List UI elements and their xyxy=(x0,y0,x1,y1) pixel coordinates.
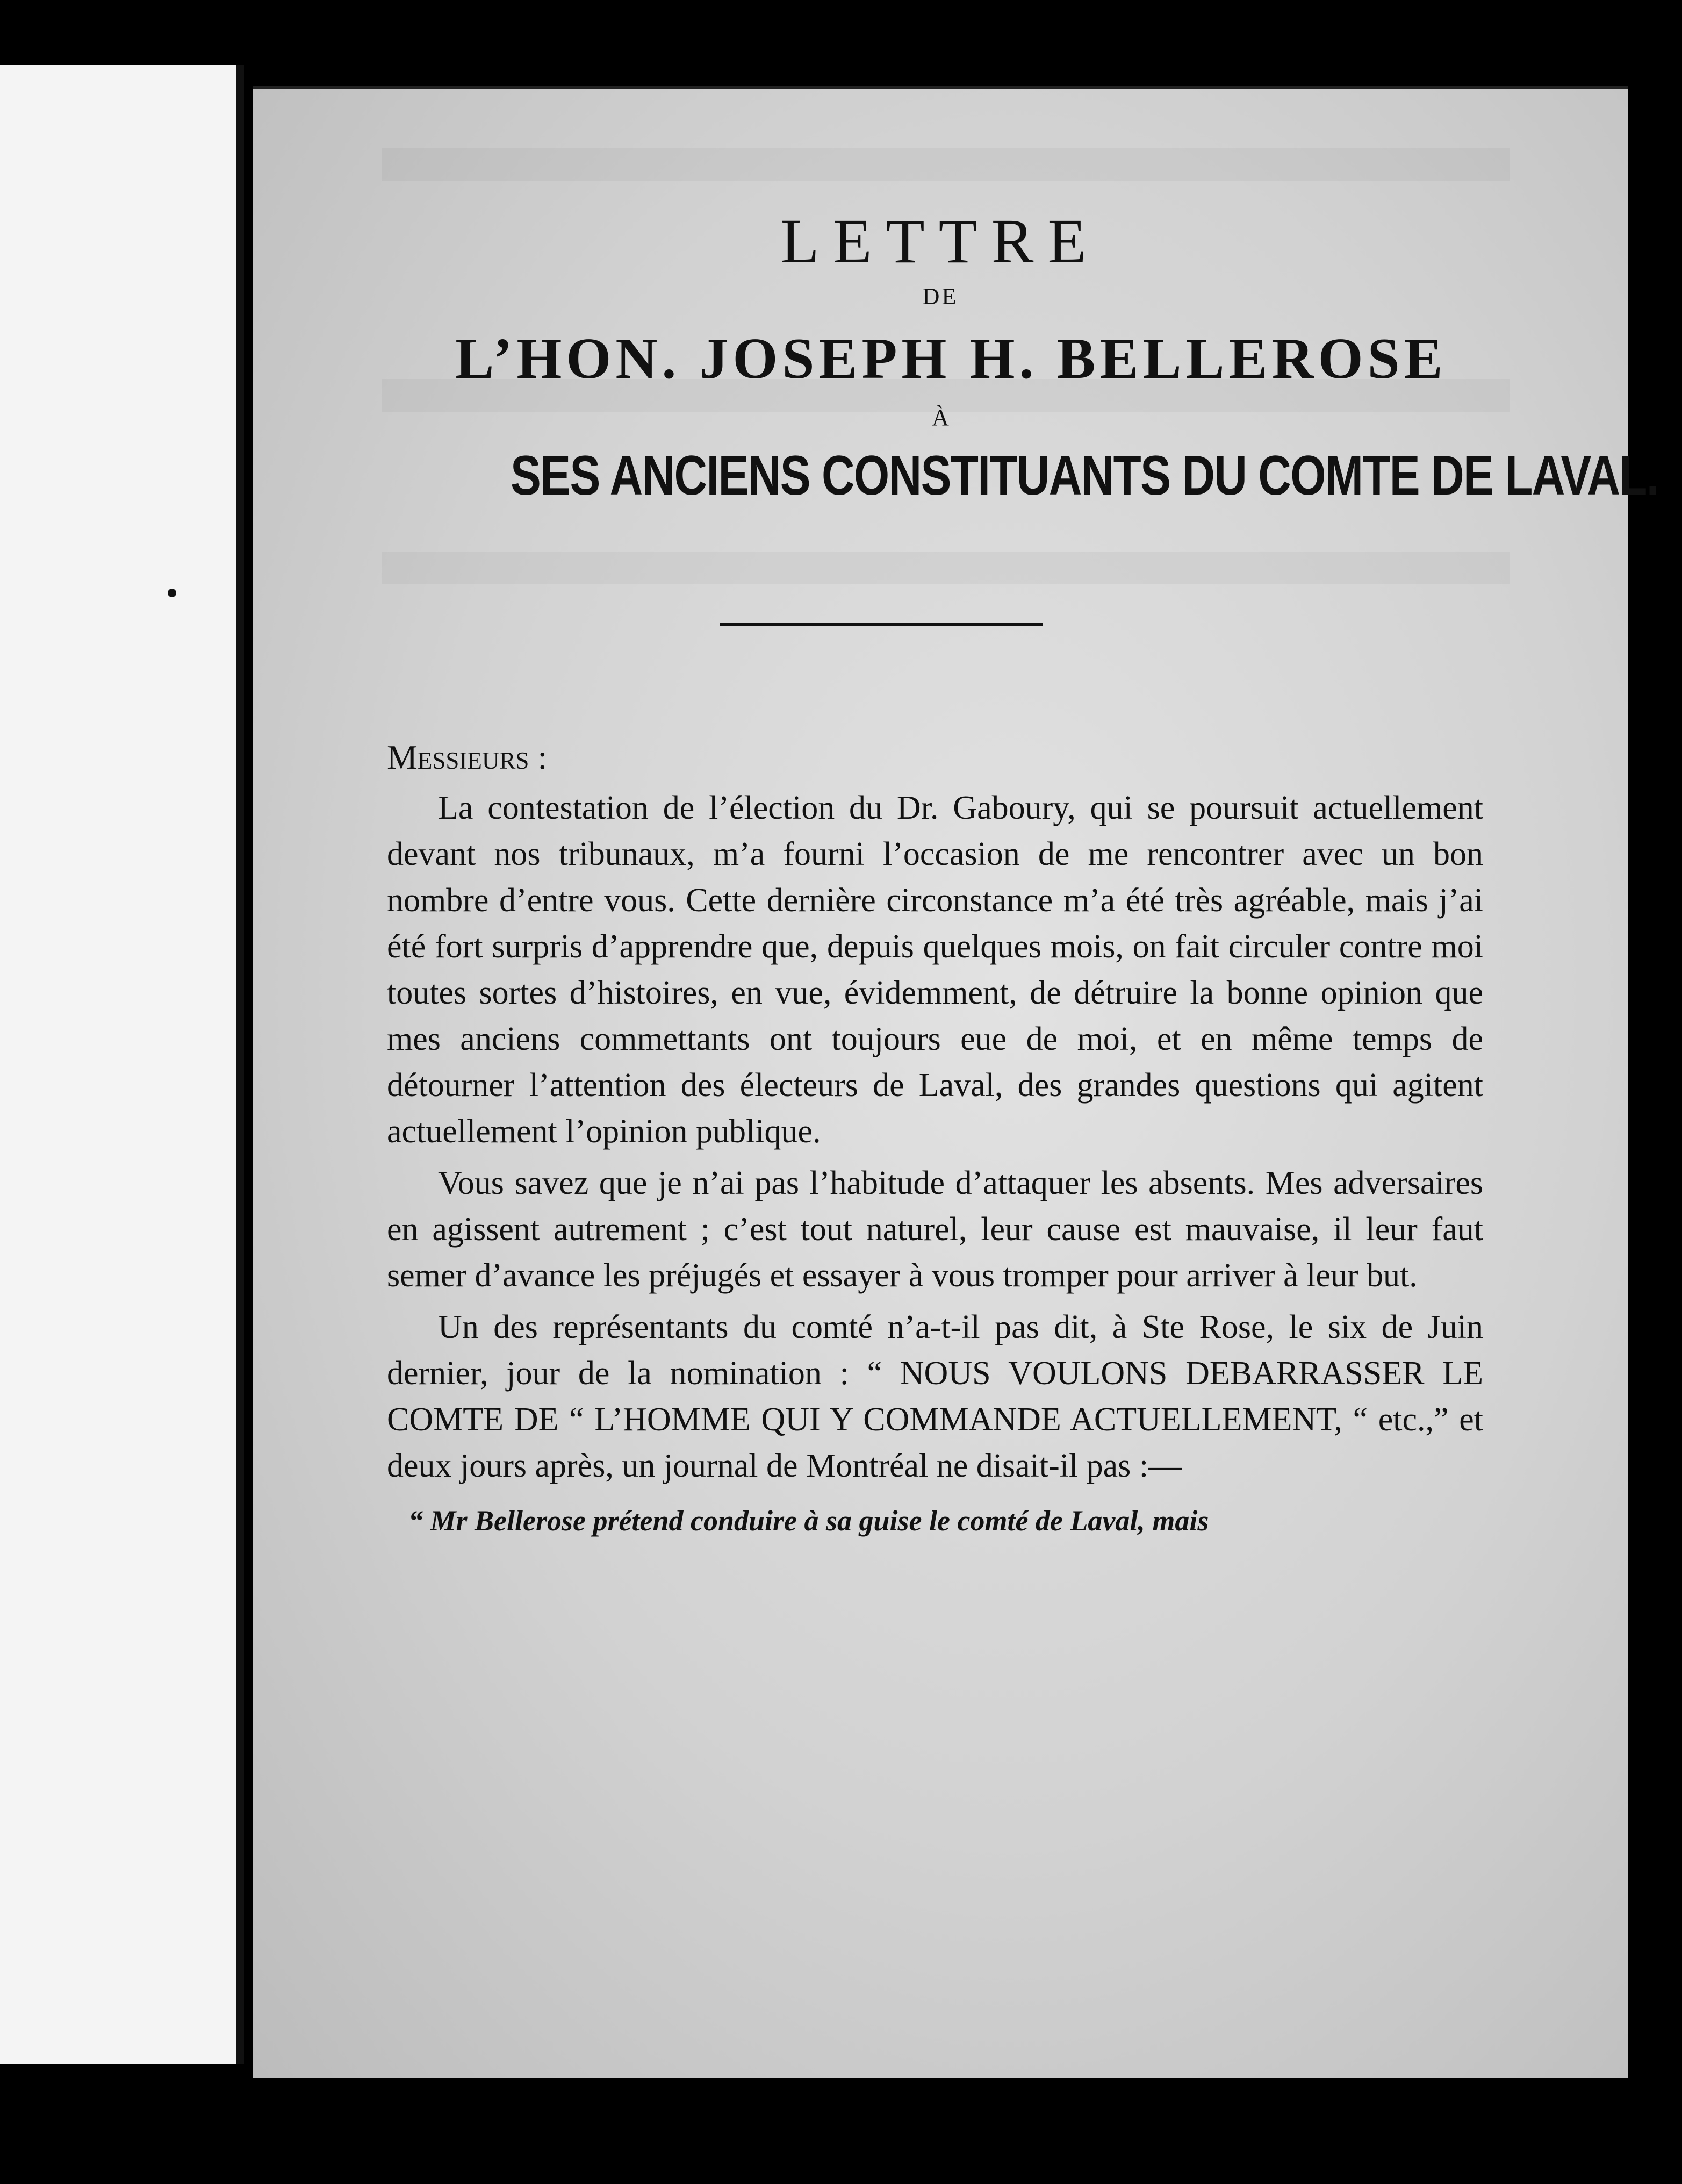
paragraph: Un des représentants du comté n’a-t-il pas dit, à Ste Rose, le six de Juin dernier, jour de la nomination : “ NOUS VOULONS DEBARRASSER LE COMTE DE “ L’HOMME QUI Y COMMANDE ACTUELLEMENT, “ etc.,” et deux jours après, un journal de Montréal ne disait-il pas :— xyxy=(387,1309,1483,1484)
title-rule xyxy=(720,623,1043,626)
paragraph: Vous savez que je n’ai pas l’habitude d’attaquer les absents. Mes adversaires en agissent autrement ; c’est tout naturel, leur cause est mauvaise, il leur faut semer d’avance les préjugés et essayer à vous tromper pour arriver à leur but. xyxy=(387,1165,1483,1294)
quotation: “ Mr Bellerose prétend conduire à sa guise le comté de Laval, mais xyxy=(408,1505,1209,1537)
letter-body xyxy=(387,734,1483,1573)
title-author: L’HON. JOSEPH H. BELLEROSE xyxy=(455,327,1447,391)
show-through xyxy=(382,148,1510,181)
previous-page-edge xyxy=(0,65,244,2064)
document-page xyxy=(253,86,1658,2078)
show-through xyxy=(382,552,1510,584)
margin-mark xyxy=(168,589,176,597)
title-a: À xyxy=(932,404,949,431)
paragraph: La contestation de l’élection du Dr. Gaboury, qui se poursuit actuellement devant nos tribunaux, m’a fourni l’occasion de me rencontrer avec un bon nombre d’entre vous. Cette dernière circonstance m’a été très agréable, mais j’ai été fort surpris d’apprendre que, depuis quelques mois, on fait circuler contre moi toutes sortes d’histoires, en vue, évidemment, de détruire la bonne opinion que mes anciens commettants ont toujours eue de moi, et en même temps de détourner l’attention des électeurs de Laval, des grandes questions qui agitent actuellement l’opinion publique. xyxy=(387,790,1483,1150)
title-de: DE xyxy=(922,283,959,310)
salutation: Messieurs : xyxy=(387,738,548,776)
title-lettre: LETTRE xyxy=(780,206,1101,276)
title-recipients: SES ANCIENS CONSTITUANTS DU COMTE DE LAVAL. xyxy=(511,445,1658,507)
